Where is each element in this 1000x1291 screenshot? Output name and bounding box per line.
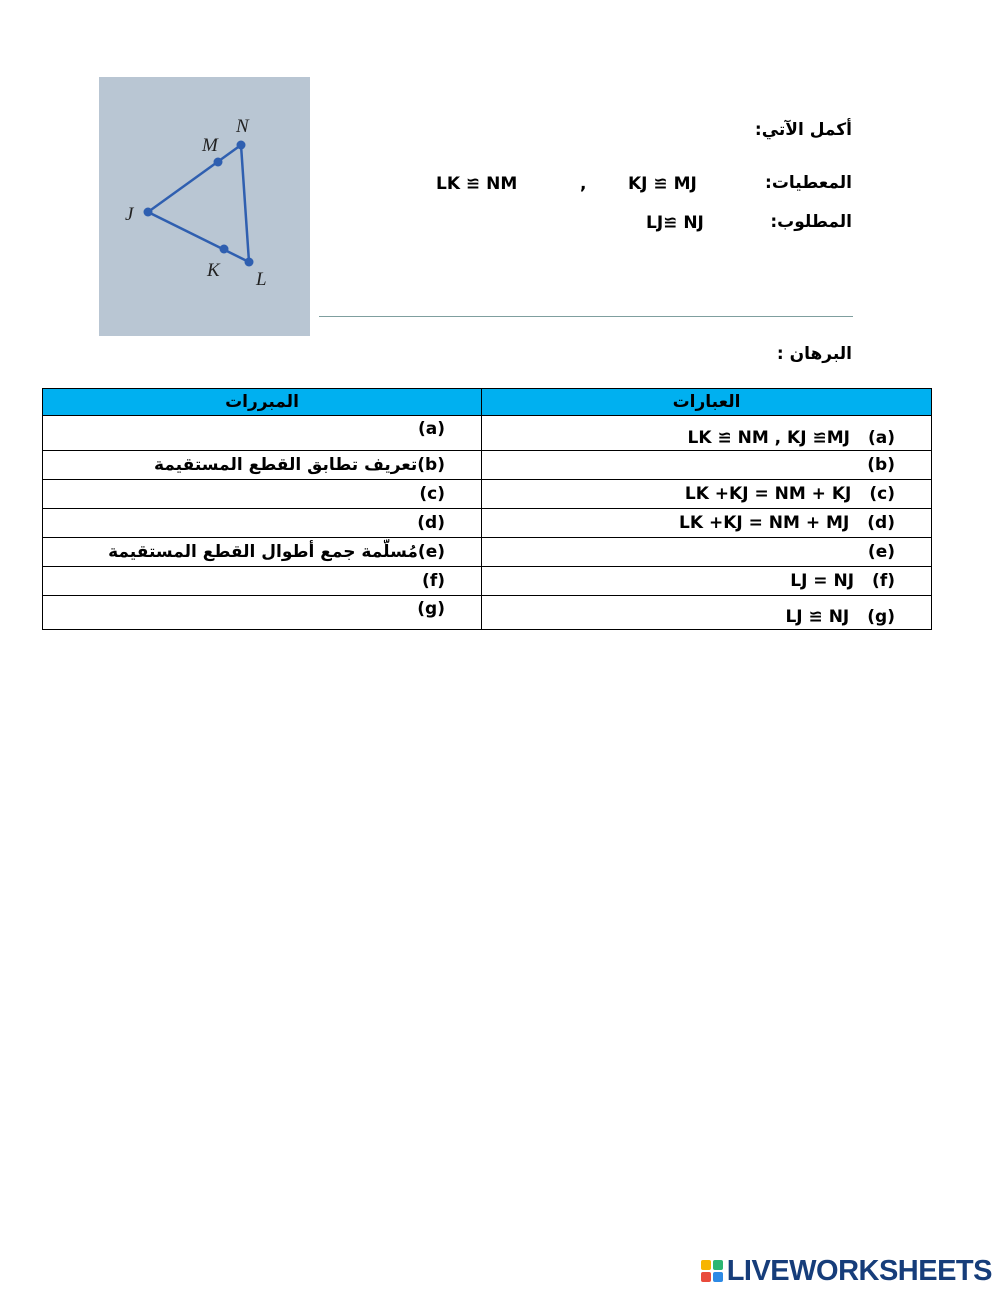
liveworksheets-logo	[701, 1256, 992, 1286]
proof-table	[42, 388, 932, 630]
statement-text: LK +KJ = NM + KJ	[684, 484, 852, 504]
proof-label: البرهان :	[776, 344, 852, 364]
reason-label: (d)	[417, 513, 445, 533]
statement-label: (b)	[867, 455, 895, 475]
reason-label: (b)	[417, 455, 445, 475]
reason-label: (g)	[417, 599, 445, 619]
point-j	[144, 208, 153, 217]
reason-cell[interactable]	[43, 567, 482, 596]
triangle-outline	[148, 145, 249, 262]
label-j: J	[125, 204, 134, 225]
given-lk-nm: LK ≌ NM	[436, 174, 518, 194]
label-l: L	[256, 269, 267, 290]
statement-text: LJ = NJ	[790, 571, 855, 591]
divider-line	[319, 316, 853, 317]
statement-label: (d)	[867, 513, 895, 533]
table-row	[43, 480, 932, 509]
statement-cell	[482, 416, 932, 451]
given-label: المعطيات:	[765, 173, 852, 193]
logo-block	[713, 1272, 723, 1282]
reason-cell[interactable]	[43, 416, 482, 451]
required-label: المطلوب:	[770, 212, 852, 232]
statement-cell	[482, 567, 932, 596]
reason-label: (a)	[417, 419, 445, 439]
statement-text: LK +KJ = NM + MJ	[679, 513, 850, 533]
table-row	[43, 509, 932, 538]
triangle-diagram	[99, 77, 310, 336]
instruction-text: أكمل الآتي:	[754, 120, 852, 140]
reason-cell	[43, 451, 482, 480]
logo-blocks-icon	[701, 1260, 723, 1282]
triangle-figure	[99, 77, 310, 336]
point-l	[245, 258, 254, 267]
statement-text: LJ ≌ NJ	[785, 607, 850, 627]
reason-cell[interactable]	[43, 480, 482, 509]
statement-cell	[482, 509, 932, 538]
given-separator: ,	[580, 174, 587, 194]
reason-label: (c)	[419, 484, 445, 504]
statement-cell[interactable]	[482, 451, 932, 480]
statement-cell	[482, 596, 932, 630]
reason-label: (e)	[417, 542, 445, 562]
statement-label: (a)	[867, 428, 895, 448]
reasons-header: المبررات	[43, 389, 482, 416]
reason-label: (f)	[422, 571, 445, 591]
statements-header: العبارات	[482, 389, 932, 416]
table-row	[43, 567, 932, 596]
label-n: N	[236, 116, 249, 137]
table-row	[43, 596, 932, 630]
statement-label: (e)	[867, 542, 895, 562]
statement-label: (g)	[867, 607, 895, 627]
table-row	[43, 416, 932, 451]
reason-text: مُسلّمة جمع أطوال القطع المستقيمة	[108, 542, 418, 562]
statement-text: LK ≌ NM , KJ ≌MJ	[687, 428, 850, 448]
label-m: M	[202, 135, 218, 156]
statement-label: (f)	[872, 571, 895, 591]
table-row	[43, 538, 932, 567]
given-kj-mj: KJ ≌ MJ	[628, 174, 697, 194]
logo-block	[701, 1272, 711, 1282]
statement-label: (c)	[869, 484, 895, 504]
reason-text: تعريف تطابق القطع المستقيمة	[153, 455, 418, 475]
table-row	[43, 451, 932, 480]
reason-cell[interactable]	[43, 509, 482, 538]
reason-cell	[43, 538, 482, 567]
point-m	[214, 158, 223, 167]
statement-cell	[482, 480, 932, 509]
logo-text: LIVEWORKSHEETS	[726, 1254, 992, 1287]
point-n	[237, 141, 246, 150]
label-k: K	[207, 260, 220, 281]
statement-cell[interactable]	[482, 538, 932, 567]
logo-block	[701, 1260, 711, 1270]
reason-cell[interactable]	[43, 596, 482, 630]
table-header-row	[43, 389, 932, 416]
required-statement: LJ≌ NJ	[646, 213, 704, 233]
point-k	[220, 245, 229, 254]
logo-block	[713, 1260, 723, 1270]
